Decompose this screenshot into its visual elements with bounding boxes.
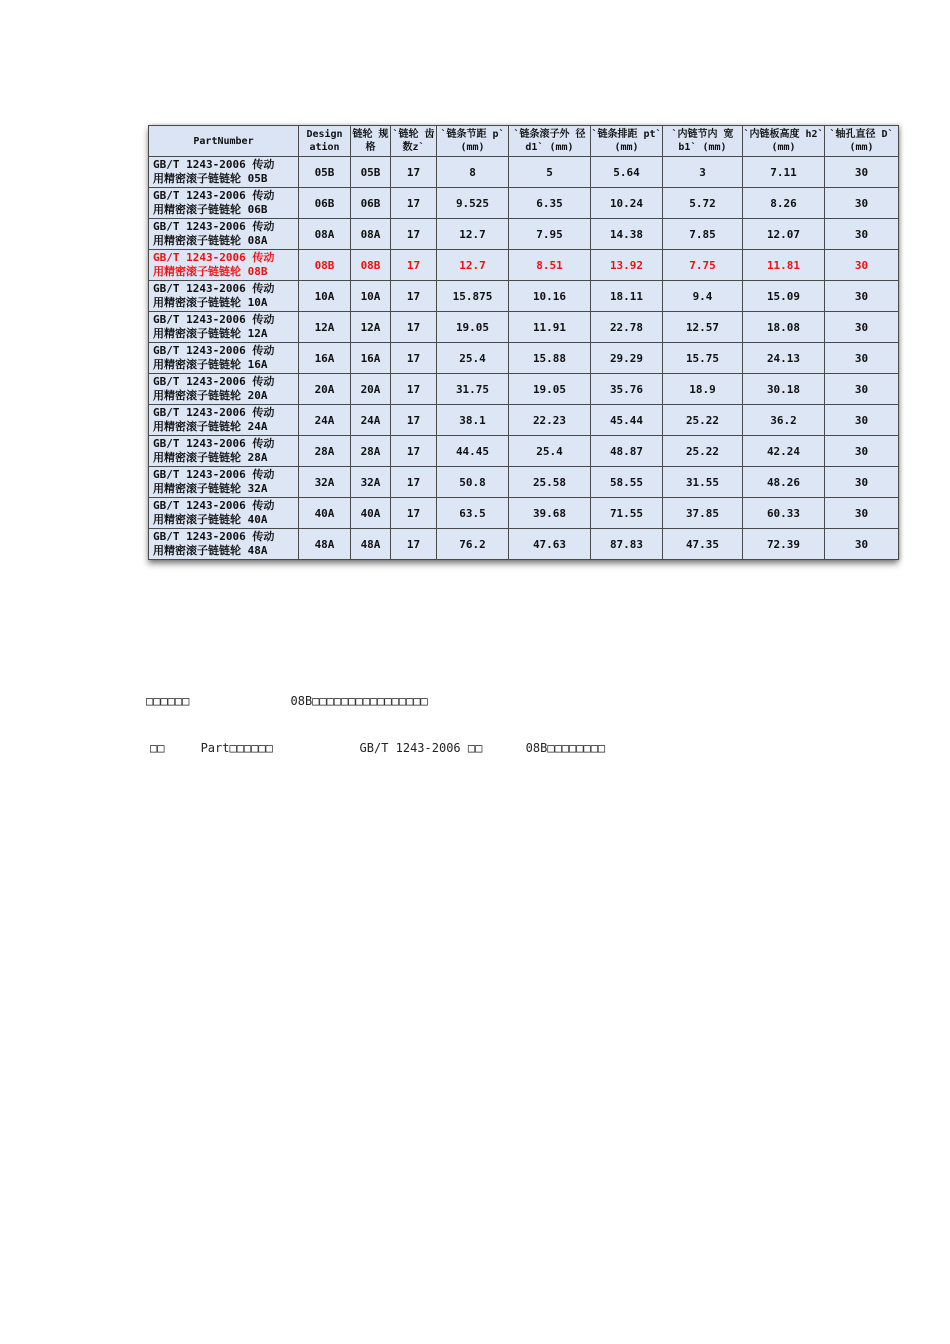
table-cell: 7.95: [509, 219, 591, 250]
table-cell: 17: [391, 157, 437, 188]
table-cell: 15.875: [437, 281, 509, 312]
part-number-cell: GB/T 1243-2006 传动 用精密滚子链链轮 24A: [149, 405, 299, 436]
table-cell: 48A: [351, 529, 391, 560]
table-cell: 9.525: [437, 188, 509, 219]
table-cell: 30: [825, 219, 899, 250]
table-cell: 7.11: [743, 157, 825, 188]
table-cell: 30: [825, 281, 899, 312]
table-cell: 48.26: [743, 467, 825, 498]
table-cell: 32A: [299, 467, 351, 498]
table-cell: 12.7: [437, 250, 509, 281]
table-cell: 3: [663, 157, 743, 188]
table-cell: 25.4: [509, 436, 591, 467]
table-row: [149, 467, 899, 498]
table-cell: 45.44: [591, 405, 663, 436]
table-cell: 25.22: [663, 436, 743, 467]
table-cell: 30: [825, 529, 899, 560]
table-cell: 48.87: [591, 436, 663, 467]
table-cell: 8.26: [743, 188, 825, 219]
table-cell: 31.75: [437, 374, 509, 405]
part-number-cell: GB/T 1243-2006 传动 用精密滚子链链轮 06B: [149, 188, 299, 219]
table-cell: 08A: [351, 219, 391, 250]
table-cell: 30: [825, 498, 899, 529]
table-cell: 12A: [299, 312, 351, 343]
table-cell: 24A: [299, 405, 351, 436]
table-cell: 39.68: [509, 498, 591, 529]
table-row: [149, 374, 899, 405]
table-cell: 31.55: [663, 467, 743, 498]
part-number-cell: GB/T 1243-2006 传动 用精密滚子链链轮 12A: [149, 312, 299, 343]
table-cell: 17: [391, 374, 437, 405]
part-number-cell: GB/T 1243-2006 传动 用精密滚子链链轮 08B: [149, 250, 299, 281]
table-cell: 18.9: [663, 374, 743, 405]
sprocket-spec-table: [148, 125, 899, 560]
table-cell: 50.8: [437, 467, 509, 498]
table-cell: 44.45: [437, 436, 509, 467]
table-row: [149, 405, 899, 436]
table-cell: 58.55: [591, 467, 663, 498]
table-cell: 12A: [351, 312, 391, 343]
table-cell: 25.4: [437, 343, 509, 374]
table-cell: 30: [825, 157, 899, 188]
table-cell: 10.16: [509, 281, 591, 312]
table-cell: 05B: [351, 157, 391, 188]
table-cell: 30: [825, 188, 899, 219]
table-row: [149, 281, 899, 312]
table-row: [149, 250, 899, 281]
table-cell: 18.08: [743, 312, 825, 343]
table-cell: 17: [391, 219, 437, 250]
table-cell: 29.29: [591, 343, 663, 374]
table-cell: 15.75: [663, 343, 743, 374]
table-cell: 36.2: [743, 405, 825, 436]
part-number-cell: GB/T 1243-2006 传动 用精密滚子链链轮 05B: [149, 157, 299, 188]
table-cell: 20A: [299, 374, 351, 405]
table-cell: 72.39: [743, 529, 825, 560]
table-cell: 17: [391, 312, 437, 343]
table-cell: 7.85: [663, 219, 743, 250]
table-cell: 22.23: [509, 405, 591, 436]
table-cell: 17: [391, 436, 437, 467]
table-cell: 28A: [351, 436, 391, 467]
part-number-cell: GB/T 1243-2006 传动 用精密滚子链链轮 10A: [149, 281, 299, 312]
column-header: `链条滚子外 径d1` (mm): [509, 126, 591, 157]
part-number-cell: GB/T 1243-2006 传动 用精密滚子链链轮 16A: [149, 343, 299, 374]
table-cell: 22.78: [591, 312, 663, 343]
table-cell: 8: [437, 157, 509, 188]
column-header: `内链板高度 h2` (mm): [743, 126, 825, 157]
table-row: [149, 312, 899, 343]
table-cell: 16A: [351, 343, 391, 374]
table-cell: 6.35: [509, 188, 591, 219]
part-number-cell: GB/T 1243-2006 传动 用精密滚子链链轮 40A: [149, 498, 299, 529]
table-row: [149, 343, 899, 374]
table-cell: 37.85: [663, 498, 743, 529]
table-cell: 08B: [351, 250, 391, 281]
table-row: [149, 436, 899, 467]
table-cell: 24.13: [743, 343, 825, 374]
table-cell: 06B: [299, 188, 351, 219]
table-row: [149, 529, 899, 560]
table-cell: 30: [825, 467, 899, 498]
table-cell: 42.24: [743, 436, 825, 467]
table-cell: 16A: [299, 343, 351, 374]
table-body: [149, 157, 899, 560]
part-number-cell: GB/T 1243-2006 传动 用精密滚子链链轮 48A: [149, 529, 299, 560]
note-line-2: □□ Part□□□□□□ GB/T 1243-2006 □□ 08B□□□□□□□□: [150, 741, 606, 755]
table-header-row: [149, 126, 899, 157]
table-cell: 5.72: [663, 188, 743, 219]
table-cell: 87.83: [591, 529, 663, 560]
table-cell: 05B: [299, 157, 351, 188]
table-cell: 17: [391, 343, 437, 374]
table-cell: 24A: [351, 405, 391, 436]
table-cell: 25.58: [509, 467, 591, 498]
table-cell: 10A: [299, 281, 351, 312]
table-cell: 08B: [299, 250, 351, 281]
table-cell: 5.64: [591, 157, 663, 188]
part-number-cell: GB/T 1243-2006 传动 用精密滚子链链轮 28A: [149, 436, 299, 467]
table-cell: 76.2: [437, 529, 509, 560]
table-cell: 08A: [299, 219, 351, 250]
table-cell: 20A: [351, 374, 391, 405]
table-cell: 13.92: [591, 250, 663, 281]
table-cell: 7.75: [663, 250, 743, 281]
table-cell: 15.09: [743, 281, 825, 312]
column-header: `链条节距 p` (mm): [437, 126, 509, 157]
table-cell: 11.81: [743, 250, 825, 281]
part-number-cell: GB/T 1243-2006 传动 用精密滚子链链轮 32A: [149, 467, 299, 498]
table-cell: 35.76: [591, 374, 663, 405]
table-cell: 5: [509, 157, 591, 188]
table-row: [149, 188, 899, 219]
table-cell: 48A: [299, 529, 351, 560]
part-number-cell: GB/T 1243-2006 传动 用精密滚子链链轮 20A: [149, 374, 299, 405]
table-cell: 30.18: [743, 374, 825, 405]
table-cell: 40A: [299, 498, 351, 529]
column-header: `内链节内 宽b1` (mm): [663, 126, 743, 157]
table-cell: 11.91: [509, 312, 591, 343]
note-line-1: □□□□□□ 08B□□□□□□□□□□□□□□□□: [146, 694, 428, 708]
table-cell: 18.11: [591, 281, 663, 312]
column-header: `轴孔直径 D` (mm): [825, 126, 899, 157]
table-cell: 40A: [351, 498, 391, 529]
table-cell: 10.24: [591, 188, 663, 219]
table-cell: 47.35: [663, 529, 743, 560]
table-cell: 10A: [351, 281, 391, 312]
table-cell: 63.5: [437, 498, 509, 529]
table-cell: 9.4: [663, 281, 743, 312]
table-cell: 14.38: [591, 219, 663, 250]
table-cell: 30: [825, 436, 899, 467]
table-cell: 30: [825, 343, 899, 374]
table-row: [149, 498, 899, 529]
table-cell: 17: [391, 405, 437, 436]
table-cell: 15.88: [509, 343, 591, 374]
table-cell: 17: [391, 281, 437, 312]
table-cell: 8.51: [509, 250, 591, 281]
table-cell: 60.33: [743, 498, 825, 529]
table-cell: 19.05: [437, 312, 509, 343]
table-cell: 30: [825, 405, 899, 436]
column-header: Design ation: [299, 126, 351, 157]
table-cell: 17: [391, 467, 437, 498]
column-header: PartNumber: [149, 126, 299, 157]
table-cell: 17: [391, 188, 437, 219]
table-cell: 30: [825, 312, 899, 343]
table-cell: 19.05: [509, 374, 591, 405]
table-cell: 12.07: [743, 219, 825, 250]
table-cell: 32A: [351, 467, 391, 498]
table-cell: 06B: [351, 188, 391, 219]
column-header: `链轮 齿数z`: [391, 126, 437, 157]
column-header: `链条排距 pt` (mm): [591, 126, 663, 157]
table-cell: 30: [825, 250, 899, 281]
table-cell: 17: [391, 529, 437, 560]
column-header: 链轮 规格: [351, 126, 391, 157]
table-cell: 17: [391, 498, 437, 529]
table-cell: 47.63: [509, 529, 591, 560]
table-cell: 30: [825, 374, 899, 405]
table-cell: 12.57: [663, 312, 743, 343]
table-cell: 12.7: [437, 219, 509, 250]
part-number-cell: GB/T 1243-2006 传动 用精密滚子链链轮 08A: [149, 219, 299, 250]
table-row: [149, 157, 899, 188]
table-cell: 17: [391, 250, 437, 281]
table-cell: 71.55: [591, 498, 663, 529]
table-cell: 28A: [299, 436, 351, 467]
table-cell: 38.1: [437, 405, 509, 436]
table-cell: 25.22: [663, 405, 743, 436]
table-row: [149, 219, 899, 250]
sprocket-spec-table-container: [148, 125, 898, 560]
